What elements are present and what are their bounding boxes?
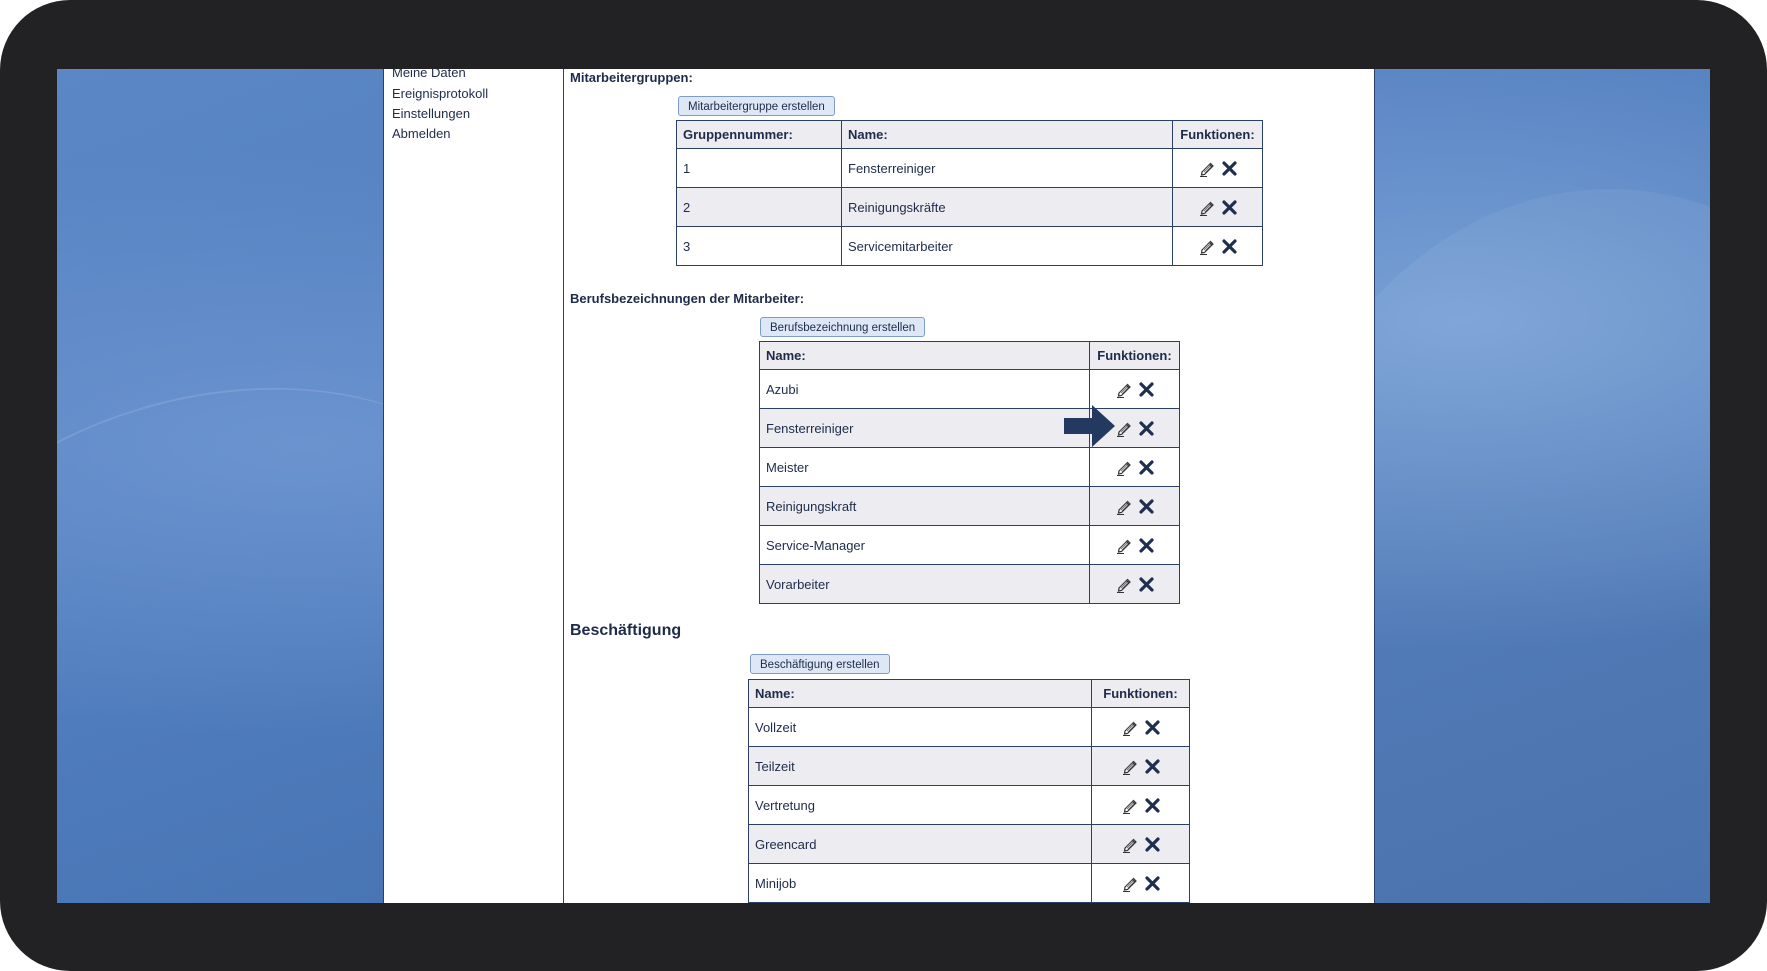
sidebar-nav xyxy=(384,69,564,903)
close-icon[interactable] xyxy=(1139,499,1154,514)
cell-name: Meister xyxy=(760,448,1090,487)
table-row xyxy=(749,708,1190,747)
pencil-icon[interactable] xyxy=(1122,719,1139,736)
close-icon[interactable] xyxy=(1145,798,1160,813)
groups-title: Mitarbeitergruppen: xyxy=(570,70,693,85)
cell-name: Vollzeit xyxy=(749,708,1092,747)
pencil-icon[interactable] xyxy=(1199,238,1216,255)
table-row xyxy=(749,747,1190,786)
pencil-icon[interactable] xyxy=(1116,459,1133,476)
pencil-icon[interactable] xyxy=(1122,797,1139,814)
close-icon[interactable] xyxy=(1139,382,1154,397)
cell-name: Azubi xyxy=(760,370,1090,409)
create-employment-button[interactable]: Beschäftigung erstellen xyxy=(750,654,890,674)
browser-page xyxy=(383,69,1375,903)
cell-number: 1 xyxy=(677,149,842,188)
table-row xyxy=(677,227,1263,266)
table-row xyxy=(760,370,1180,409)
column-header-functions: Funktionen: xyxy=(1173,121,1263,149)
main-content xyxy=(564,69,1374,903)
pencil-icon[interactable] xyxy=(1122,836,1139,853)
cell-name: Minijob xyxy=(749,864,1092,903)
employment-table xyxy=(748,679,1190,903)
table-header-row xyxy=(749,680,1190,708)
desktop-background xyxy=(57,69,1710,903)
sidebar-item-meine-daten[interactable]: Meine Daten xyxy=(392,69,466,80)
table-row xyxy=(749,786,1190,825)
row-functions xyxy=(1092,708,1190,747)
close-icon[interactable] xyxy=(1139,577,1154,592)
table-row xyxy=(760,409,1180,448)
row-functions xyxy=(1173,188,1263,227)
table-row xyxy=(760,487,1180,526)
jobs-title: Berufsbezeichnungen der Mitarbeiter: xyxy=(570,291,805,306)
cell-name: Servicemitarbeiter xyxy=(842,227,1173,266)
create-job-title-button[interactable]: Berufsbezeichnung erstellen xyxy=(760,317,925,337)
cell-name: Service-Manager xyxy=(760,526,1090,565)
table-header-row xyxy=(677,121,1263,149)
pencil-icon[interactable] xyxy=(1116,420,1133,437)
column-header-number: Gruppennummer: xyxy=(677,121,842,149)
table-row xyxy=(749,825,1190,864)
row-functions xyxy=(1173,149,1263,188)
cell-name: Vorarbeiter xyxy=(760,565,1090,604)
row-functions xyxy=(1092,786,1190,825)
pencil-icon[interactable] xyxy=(1199,160,1216,177)
job-titles-table xyxy=(759,341,1180,604)
pencil-icon[interactable] xyxy=(1122,758,1139,775)
pencil-icon[interactable] xyxy=(1199,199,1216,216)
row-functions xyxy=(1092,825,1190,864)
row-functions xyxy=(1173,227,1263,266)
row-functions xyxy=(1090,448,1180,487)
cell-number: 2 xyxy=(677,188,842,227)
column-header-name: Name: xyxy=(842,121,1173,149)
sidebar-item-abmelden[interactable]: Abmelden xyxy=(392,126,451,141)
pencil-icon[interactable] xyxy=(1116,381,1133,398)
row-functions xyxy=(1092,864,1190,903)
table-header-row xyxy=(760,342,1180,370)
close-icon[interactable] xyxy=(1139,421,1154,436)
pencil-icon[interactable] xyxy=(1122,875,1139,892)
column-header-name: Name: xyxy=(760,342,1090,370)
table-row xyxy=(760,448,1180,487)
column-header-functions: Funktionen: xyxy=(1092,680,1190,708)
arrow-right-icon xyxy=(1064,403,1116,449)
column-header-name: Name: xyxy=(749,680,1092,708)
table-row xyxy=(760,565,1180,604)
close-icon[interactable] xyxy=(1145,876,1160,891)
row-functions xyxy=(1092,747,1190,786)
table-row xyxy=(677,149,1263,188)
cell-number: 3 xyxy=(677,227,842,266)
sidebar-item-ereignisprotokoll[interactable]: Ereignisprotokoll xyxy=(392,86,489,101)
cell-name: Greencard xyxy=(749,825,1092,864)
row-functions xyxy=(1090,487,1180,526)
table-row xyxy=(677,188,1263,227)
row-functions xyxy=(1090,526,1180,565)
pencil-icon[interactable] xyxy=(1116,498,1133,515)
close-icon[interactable] xyxy=(1145,837,1160,852)
cell-name: Reinigungskräfte xyxy=(842,188,1173,227)
cell-name: Fensterreiniger xyxy=(842,149,1173,188)
close-icon[interactable] xyxy=(1145,720,1160,735)
cell-name: Fensterreiniger xyxy=(760,409,1090,448)
cell-name: Vertretung xyxy=(749,786,1092,825)
sidebar-item-einstellungen[interactable]: Einstellungen xyxy=(392,106,471,121)
close-icon[interactable] xyxy=(1222,200,1237,215)
close-icon[interactable] xyxy=(1139,460,1154,475)
close-icon[interactable] xyxy=(1139,538,1154,553)
close-icon[interactable] xyxy=(1222,239,1237,254)
table-row xyxy=(760,526,1180,565)
table-row xyxy=(749,864,1190,903)
pencil-icon[interactable] xyxy=(1116,537,1133,554)
cell-name: Reinigungskraft xyxy=(760,487,1090,526)
row-functions xyxy=(1090,565,1180,604)
cell-name: Teilzeit xyxy=(749,747,1092,786)
close-icon[interactable] xyxy=(1145,759,1160,774)
close-icon[interactable] xyxy=(1222,161,1237,176)
groups-table xyxy=(676,120,1263,266)
employment-title: Beschäftigung xyxy=(570,622,682,639)
pencil-icon[interactable] xyxy=(1116,576,1133,593)
column-header-functions: Funktionen: xyxy=(1090,342,1180,370)
create-group-button[interactable]: Mitarbeitergruppe erstellen xyxy=(678,96,835,116)
